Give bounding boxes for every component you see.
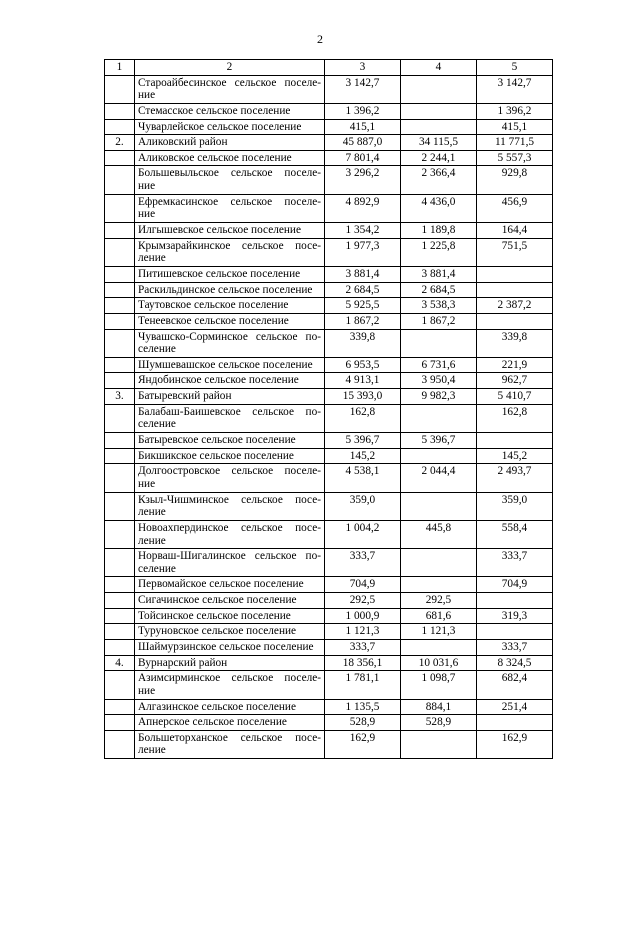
row-number <box>105 593 135 609</box>
row-label: Илгышевское сельское поселение <box>135 223 325 239</box>
table-row <box>105 135 553 151</box>
row-label: Раскильдинское сельское поселение <box>135 282 325 298</box>
row-number <box>105 150 135 166</box>
row-label: Шумшевашское сельское поселение <box>135 357 325 373</box>
row-value-5: 929,8 <box>477 166 553 194</box>
row-value-3: 3 296,2 <box>325 166 401 194</box>
row-label: Ефремкасинское сельское поселе- ние <box>135 194 325 222</box>
row-value-5: 415,1 <box>477 119 553 135</box>
row-value-3: 45 887,0 <box>325 135 401 151</box>
row-value-4: 528,9 <box>401 715 477 731</box>
row-label: Аликовское сельское поселение <box>135 150 325 166</box>
page-number: 2 <box>317 32 323 46</box>
row-value-4: 2 244,1 <box>401 150 477 166</box>
row-value-3: 1 000,9 <box>325 608 401 624</box>
table-header-row <box>105 60 553 76</box>
row-value-4: 1 225,8 <box>401 238 477 266</box>
row-value-3: 1 977,3 <box>325 238 401 266</box>
row-value-5: 5 557,3 <box>477 150 553 166</box>
table-row <box>105 75 553 103</box>
row-label: Апнерское сельское поселение <box>135 715 325 731</box>
row-value-5: 704,9 <box>477 577 553 593</box>
row-value-3: 6 953,5 <box>325 357 401 373</box>
table-row <box>105 671 553 699</box>
row-value-5: 319,3 <box>477 608 553 624</box>
row-value-3: 1 004,2 <box>325 520 401 548</box>
row-number <box>105 166 135 194</box>
table-row <box>105 223 553 239</box>
row-number <box>105 608 135 624</box>
row-number <box>105 624 135 640</box>
table-row <box>105 373 553 389</box>
row-value-3: 18 356,1 <box>325 655 401 671</box>
table-row <box>105 329 553 357</box>
row-number <box>105 282 135 298</box>
row-value-4: 681,6 <box>401 608 477 624</box>
row-label: Яндобинское сельское поселение <box>135 373 325 389</box>
row-value-4 <box>401 119 477 135</box>
row-value-4: 10 031,6 <box>401 655 477 671</box>
row-label: Новоахпердинское сельское посе- ление <box>135 520 325 548</box>
table-row <box>105 655 553 671</box>
table-row <box>105 464 553 492</box>
row-number <box>105 433 135 449</box>
row-value-3: 1 121,3 <box>325 624 401 640</box>
row-label: Тенеевское сельское поселение <box>135 313 325 329</box>
row-value-5 <box>477 282 553 298</box>
row-number: 4. <box>105 655 135 671</box>
row-number: 2. <box>105 135 135 151</box>
row-label: Аликовский район <box>135 135 325 151</box>
row-value-3: 292,5 <box>325 593 401 609</box>
row-value-5: 682,4 <box>477 671 553 699</box>
row-value-4: 34 115,5 <box>401 135 477 151</box>
table-row <box>105 357 553 373</box>
row-number <box>105 730 135 758</box>
row-value-4: 2 044,4 <box>401 464 477 492</box>
row-value-3: 415,1 <box>325 119 401 135</box>
row-value-5: 339,8 <box>477 329 553 357</box>
row-label: Азимсирминское сельское поселе- ние <box>135 671 325 699</box>
row-value-5: 333,7 <box>477 549 553 577</box>
table-row <box>105 282 553 298</box>
table-row <box>105 549 553 577</box>
row-value-3: 1 396,2 <box>325 103 401 119</box>
row-number <box>105 520 135 548</box>
row-value-4: 3 538,3 <box>401 298 477 314</box>
row-value-4: 2 366,4 <box>401 166 477 194</box>
table-row <box>105 389 553 405</box>
row-value-3: 339,8 <box>325 329 401 357</box>
row-label: Большевыльское сельское поселе- ние <box>135 166 325 194</box>
row-number <box>105 313 135 329</box>
table-row <box>105 492 553 520</box>
row-value-5: 2 493,7 <box>477 464 553 492</box>
row-value-3: 5 396,7 <box>325 433 401 449</box>
row-value-5 <box>477 433 553 449</box>
table-row <box>105 608 553 624</box>
row-value-4 <box>401 492 477 520</box>
row-value-5: 8 324,5 <box>477 655 553 671</box>
table-row <box>105 194 553 222</box>
row-value-4: 445,8 <box>401 520 477 548</box>
row-number <box>105 238 135 266</box>
row-label: Чувашско-Сорминское сельское по- селение <box>135 329 325 357</box>
table-row <box>105 313 553 329</box>
row-value-5: 162,8 <box>477 404 553 432</box>
row-value-3: 528,9 <box>325 715 401 731</box>
row-value-4 <box>401 404 477 432</box>
row-value-5: 2 387,2 <box>477 298 553 314</box>
row-value-3: 1 781,1 <box>325 671 401 699</box>
table-row <box>105 577 553 593</box>
row-label: Питишевское сельское поселение <box>135 266 325 282</box>
row-value-5 <box>477 715 553 731</box>
table-row <box>105 699 553 715</box>
row-label: Крымзарайкинское сельское посе- ление <box>135 238 325 266</box>
table-row <box>105 166 553 194</box>
row-value-3: 2 684,5 <box>325 282 401 298</box>
table-row <box>105 730 553 758</box>
row-number <box>105 266 135 282</box>
row-value-4 <box>401 639 477 655</box>
row-number <box>105 639 135 655</box>
column-header-4: 4 <box>401 60 477 76</box>
row-value-4 <box>401 75 477 103</box>
row-value-4: 5 396,7 <box>401 433 477 449</box>
row-label: Балабаш-Баишевское сельское по- селение <box>135 404 325 432</box>
row-value-5 <box>477 266 553 282</box>
table-body <box>105 60 553 759</box>
column-header-1: 1 <box>105 60 135 76</box>
row-number <box>105 404 135 432</box>
row-label: Батыревское сельское поселение <box>135 433 325 449</box>
table-row <box>105 119 553 135</box>
table-row <box>105 715 553 731</box>
row-value-5: 5 410,7 <box>477 389 553 405</box>
row-value-4 <box>401 103 477 119</box>
table-row <box>105 298 553 314</box>
row-value-3: 1 135,5 <box>325 699 401 715</box>
table-row <box>105 150 553 166</box>
table-row <box>105 448 553 464</box>
row-value-4: 4 436,0 <box>401 194 477 222</box>
row-value-5: 558,4 <box>477 520 553 548</box>
row-number <box>105 119 135 135</box>
row-number <box>105 448 135 464</box>
row-number <box>105 298 135 314</box>
row-value-3: 704,9 <box>325 577 401 593</box>
row-value-3: 7 801,4 <box>325 150 401 166</box>
row-value-4 <box>401 730 477 758</box>
row-value-5: 11 771,5 <box>477 135 553 151</box>
row-value-5: 333,7 <box>477 639 553 655</box>
table-row <box>105 266 553 282</box>
row-label: Вурнарский район <box>135 655 325 671</box>
row-value-5: 164,4 <box>477 223 553 239</box>
row-value-4 <box>401 577 477 593</box>
column-header-5: 5 <box>477 60 553 76</box>
table-row <box>105 103 553 119</box>
row-value-3: 3 142,7 <box>325 75 401 103</box>
row-number <box>105 549 135 577</box>
budget-table <box>104 59 553 759</box>
row-label: Алгазинское сельское поселение <box>135 699 325 715</box>
row-number <box>105 671 135 699</box>
table-row <box>105 593 553 609</box>
row-number <box>105 329 135 357</box>
document-page <box>0 32 640 937</box>
table-row <box>105 624 553 640</box>
row-value-5 <box>477 313 553 329</box>
row-value-3: 1 867,2 <box>325 313 401 329</box>
row-label: Кзыл-Чишминское сельское посе- ление <box>135 492 325 520</box>
row-value-4: 2 684,5 <box>401 282 477 298</box>
row-number <box>105 492 135 520</box>
row-value-3: 333,7 <box>325 639 401 655</box>
row-label: Норваш-Шигалинское сельское по- селение <box>135 549 325 577</box>
row-label: Тойсинское сельское поселение <box>135 608 325 624</box>
row-label: Староайбесинское сельское поселе- ние <box>135 75 325 103</box>
table-container <box>0 59 640 759</box>
row-label: Сигачинское сельское поселение <box>135 593 325 609</box>
row-number: 3. <box>105 389 135 405</box>
row-label: Бикшикское сельское поселение <box>135 448 325 464</box>
row-value-5: 251,4 <box>477 699 553 715</box>
row-value-3: 1 354,2 <box>325 223 401 239</box>
row-number <box>105 194 135 222</box>
row-number <box>105 373 135 389</box>
row-label: Чуварлейское сельское поселение <box>135 119 325 135</box>
row-value-5: 145,2 <box>477 448 553 464</box>
row-value-4: 3 950,4 <box>401 373 477 389</box>
row-label: Шаймурзинское сельское поселение <box>135 639 325 655</box>
row-label: Батыревский район <box>135 389 325 405</box>
row-value-3: 162,8 <box>325 404 401 432</box>
row-value-4 <box>401 329 477 357</box>
row-value-3: 333,7 <box>325 549 401 577</box>
row-value-3: 4 538,1 <box>325 464 401 492</box>
row-value-4: 9 982,3 <box>401 389 477 405</box>
row-value-4: 292,5 <box>401 593 477 609</box>
row-value-5: 962,7 <box>477 373 553 389</box>
row-number <box>105 223 135 239</box>
table-row <box>105 639 553 655</box>
row-value-3: 15 393,0 <box>325 389 401 405</box>
row-number <box>105 103 135 119</box>
row-value-4: 1 867,2 <box>401 313 477 329</box>
row-value-5: 751,5 <box>477 238 553 266</box>
row-value-5: 162,9 <box>477 730 553 758</box>
row-value-5: 456,9 <box>477 194 553 222</box>
row-number <box>105 464 135 492</box>
row-value-4 <box>401 549 477 577</box>
column-header-3: 3 <box>325 60 401 76</box>
row-value-4: 884,1 <box>401 699 477 715</box>
row-value-3: 162,9 <box>325 730 401 758</box>
row-value-4: 6 731,6 <box>401 357 477 373</box>
row-value-3: 3 881,4 <box>325 266 401 282</box>
table-row <box>105 520 553 548</box>
row-value-5: 3 142,7 <box>477 75 553 103</box>
row-label: Большеторханское сельское посе- ление <box>135 730 325 758</box>
row-value-4: 1 189,8 <box>401 223 477 239</box>
row-value-3: 5 925,5 <box>325 298 401 314</box>
row-value-3: 359,0 <box>325 492 401 520</box>
row-value-5: 221,9 <box>477 357 553 373</box>
row-value-3: 4 913,1 <box>325 373 401 389</box>
row-value-4: 1 098,7 <box>401 671 477 699</box>
row-value-3: 145,2 <box>325 448 401 464</box>
row-value-5: 1 396,2 <box>477 103 553 119</box>
row-number <box>105 357 135 373</box>
table-row <box>105 404 553 432</box>
row-value-3: 4 892,9 <box>325 194 401 222</box>
row-label: Стемасское сельское поселение <box>135 103 325 119</box>
row-number <box>105 715 135 731</box>
row-label: Таутовское сельское поселение <box>135 298 325 314</box>
row-number <box>105 75 135 103</box>
row-number <box>105 577 135 593</box>
column-header-2: 2 <box>135 60 325 76</box>
table-row <box>105 238 553 266</box>
row-label: Туруновское сельское поселение <box>135 624 325 640</box>
row-label: Первомайское сельское поселение <box>135 577 325 593</box>
row-value-4: 3 881,4 <box>401 266 477 282</box>
row-value-4: 1 121,3 <box>401 624 477 640</box>
row-number <box>105 699 135 715</box>
row-label: Долгоостровское сельское поселе- ние <box>135 464 325 492</box>
table-row <box>105 433 553 449</box>
row-value-5 <box>477 624 553 640</box>
row-value-4 <box>401 448 477 464</box>
row-value-5 <box>477 593 553 609</box>
row-value-5: 359,0 <box>477 492 553 520</box>
